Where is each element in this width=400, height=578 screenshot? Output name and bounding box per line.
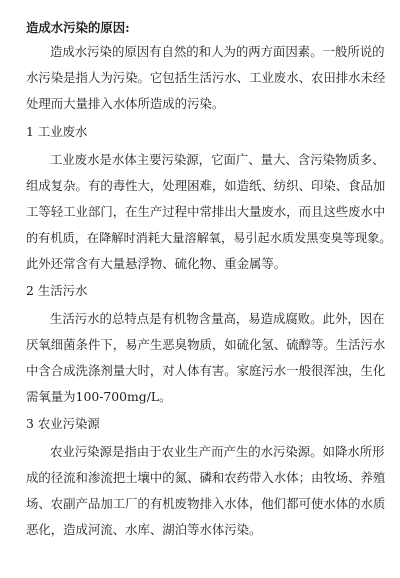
document-title: 造成水污染的原因: xyxy=(26,20,130,35)
section-heading: 2 生活污水 xyxy=(26,283,88,298)
paragraph-line: 工等轻工业部门，在生产过程中常排出大量废水，而且这些废水中 xyxy=(26,204,386,219)
paragraph-line: 生活污水的总特点是有机物含量高，易造成腐败。此外，因在 xyxy=(50,311,385,326)
intro-line: 造成水污染的原因有自然的和人为的两方面因素。一般所说的 xyxy=(50,44,385,59)
section-heading: 3 农业污染源 xyxy=(26,416,100,431)
paragraph-line: 此外还常含有大量悬浮物、硫化物、重金属等。 xyxy=(26,256,287,271)
paragraph-line: 成的径流和渗流把土壤中的氮、磷和农药带入水体；由牧场、养殖 xyxy=(26,470,386,485)
paragraph-line: 农业污染源是指由于农业生产而产生的水污染源。如降水所形 xyxy=(50,444,385,459)
paragraph-line: 的有机质，在降解时消耗大量溶解氧，易引起水质发黑变臭等现象。 xyxy=(26,231,392,245)
paragraph-line: 场、农副产品加工厂的有机废物排入水体，他们都可使水体的水质 xyxy=(26,496,386,511)
paragraph-line: 厌氧细菌条件下，易产生恶臭物质，如硫化氢、硫醇等。生活污水 xyxy=(26,337,386,352)
section-heading: 1 工业废水 xyxy=(26,124,88,139)
intro-line: 水污染是指人为污染。它包括生活污水、工业废水、农田排水未经 xyxy=(26,70,386,85)
paragraph-line: 工业废水是水体主要污染源，它面广、量大、含污染物质多、 xyxy=(50,152,385,167)
paragraph-line: 需氧量为100-700mg/L。 xyxy=(26,389,172,404)
paragraph-line: 恶化，造成河流、水库、湖泊等水体污染。 xyxy=(26,522,262,537)
intro-line: 处理而大量排入水体所造成的污染。 xyxy=(26,96,225,111)
paragraph-line: 中含合成洗涤剂量大时，对人体有害。家庭污水一般很浑浊，生化 xyxy=(26,363,386,378)
paragraph-line: 组成复杂。有的毒性大，处理困难，如造纸、纺织、印染、食品加 xyxy=(26,178,386,193)
